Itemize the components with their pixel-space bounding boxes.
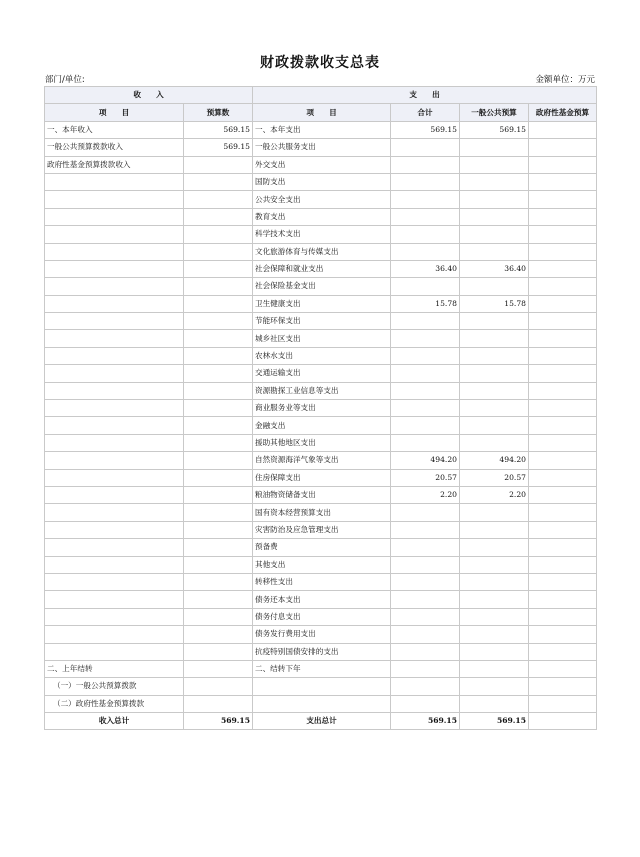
expense-general-cell: [460, 173, 529, 190]
table-row: [45, 573, 597, 590]
income-item-cell: [45, 486, 184, 503]
expense-general-cell: [460, 521, 529, 538]
expense-general-total-value: 569.15: [460, 713, 529, 730]
income-value-cell: [184, 573, 253, 590]
income-item-cell: [45, 573, 184, 590]
expense-fund-cell: [529, 695, 597, 712]
expense-fund-cell: [529, 591, 597, 608]
expense-fund-cell: [529, 452, 597, 469]
income-item-cell: 二、上年结转: [45, 660, 184, 677]
expense-item-cell: 二、结转下年: [253, 660, 391, 677]
expense-total-cell: [391, 243, 460, 260]
amount-unit-label: 金额单位：万元: [535, 75, 595, 85]
expense-general-cell: 36.40: [460, 260, 529, 277]
expense-total-cell: [391, 591, 460, 608]
expense-total-cell: [391, 660, 460, 677]
expense-item-cell: 金融支出: [253, 417, 391, 434]
table-row: [45, 591, 597, 608]
expense-total-cell: [391, 173, 460, 190]
expense-general-cell: [460, 139, 529, 156]
expense-item-cell: 一、本年支出: [253, 121, 391, 138]
table-row: [45, 556, 597, 573]
expense-fund-cell: [529, 295, 597, 312]
expense-item-cell: 债务付息支出: [253, 608, 391, 625]
income-item-cell: [45, 191, 184, 208]
expense-item-cell: 住房保障支出: [253, 469, 391, 486]
expense-total-cell: [391, 330, 460, 347]
expense-item-cell: 预备费: [253, 539, 391, 556]
expense-fund-cell: [529, 347, 597, 364]
income-item-cell: [45, 295, 184, 312]
expense-general-cell: 20.57: [460, 469, 529, 486]
expense-total-cell: [391, 139, 460, 156]
income-item-header: 项 目: [45, 104, 184, 121]
header-row-columns: [45, 104, 597, 121]
expense-item-cell: 援助其他地区支出: [253, 434, 391, 451]
expense-general-cell: [460, 347, 529, 364]
expense-fund-cell: [529, 643, 597, 660]
income-item-cell: [45, 243, 184, 260]
expense-general-cell: [460, 330, 529, 347]
income-section-header: 收 入: [45, 87, 253, 104]
table-row: [45, 191, 597, 208]
income-value-cell: [184, 486, 253, 503]
income-value-cell: [184, 643, 253, 660]
expense-general-cell: [460, 660, 529, 677]
expense-general-cell: [460, 573, 529, 590]
income-item-cell: （二）政府性基金预算拨款: [45, 695, 184, 712]
expense-fund-cell: [529, 243, 597, 260]
table-row: [45, 347, 597, 364]
income-item-cell: [45, 608, 184, 625]
expense-total-cell: 494.20: [391, 452, 460, 469]
expense-general-cell: [460, 208, 529, 225]
table-row: [45, 173, 597, 190]
expense-item-cell: 节能环保支出: [253, 313, 391, 330]
expense-item-cell: 资源勘探工业信息等支出: [253, 382, 391, 399]
table-row: [45, 695, 597, 712]
table-row: [45, 330, 597, 347]
expense-general-header: 一般公共预算: [460, 104, 529, 121]
expense-fund-cell: [529, 260, 597, 277]
table-row: [45, 504, 597, 521]
expense-fund-cell: [529, 521, 597, 538]
expense-general-cell: [460, 643, 529, 660]
expense-total-cell: 15.78: [391, 295, 460, 312]
income-value-cell: [184, 417, 253, 434]
income-item-cell: [45, 208, 184, 225]
income-value-cell: [184, 156, 253, 173]
table-row: [45, 434, 597, 451]
expense-total-cell: 569.15: [391, 121, 460, 138]
income-value-cell: [184, 313, 253, 330]
expense-total-cell: [391, 626, 460, 643]
fiscal-summary-table: [44, 86, 597, 730]
expense-total-cell: [391, 539, 460, 556]
income-value-cell: [184, 591, 253, 608]
income-value-cell: [184, 504, 253, 521]
expense-item-cell: 国有资本经营预算支出: [253, 504, 391, 521]
expense-fund-total-value: [529, 713, 597, 730]
income-item-cell: [45, 626, 184, 643]
expense-total-cell: [391, 643, 460, 660]
expense-item-cell: [253, 695, 391, 712]
expense-total-cell: [391, 556, 460, 573]
income-total-value: 569.15: [184, 713, 253, 730]
expense-item-cell: 转移性支出: [253, 573, 391, 590]
table-row: [45, 260, 597, 277]
expense-item-cell: 国防支出: [253, 173, 391, 190]
expense-general-cell: [460, 243, 529, 260]
expense-item-cell: 灾害防治及应急管理支出: [253, 521, 391, 538]
expense-total-cell: [391, 278, 460, 295]
income-item-cell: [45, 382, 184, 399]
expense-total-cell: [391, 434, 460, 451]
expense-total-cell: [391, 695, 460, 712]
income-item-cell: [45, 330, 184, 347]
table-row: [45, 156, 597, 173]
expense-general-cell: [460, 400, 529, 417]
expense-fund-header: 政府性基金预算: [529, 104, 597, 121]
expense-total-cell: [391, 226, 460, 243]
expense-item-cell: 债务还本支出: [253, 591, 391, 608]
income-item-cell: [45, 226, 184, 243]
expense-item-cell: 社会保险基金支出: [253, 278, 391, 295]
expense-item-cell: 其他支出: [253, 556, 391, 573]
table-row: [45, 660, 597, 677]
expense-fund-cell: [529, 469, 597, 486]
expense-general-cell: 2.20: [460, 486, 529, 503]
income-value-cell: [184, 539, 253, 556]
table-row: [45, 417, 597, 434]
table-row: [45, 539, 597, 556]
income-value-cell: 569.15: [184, 121, 253, 138]
expense-fund-cell: [529, 156, 597, 173]
income-value-cell: [184, 400, 253, 417]
expense-fund-cell: [529, 330, 597, 347]
expense-total-value: 569.15: [391, 713, 460, 730]
expense-general-cell: [460, 417, 529, 434]
department-label: 部门/单位:: [45, 75, 85, 85]
expense-fund-cell: [529, 208, 597, 225]
income-item-cell: [45, 452, 184, 469]
expense-fund-cell: [529, 626, 597, 643]
expense-item-cell: 外交支出: [253, 156, 391, 173]
income-value-cell: [184, 452, 253, 469]
expense-section-header: 支 出: [253, 87, 597, 104]
expense-general-cell: [460, 591, 529, 608]
income-value-cell: [184, 260, 253, 277]
expense-total-cell: [391, 573, 460, 590]
income-total-label: 收入总计: [45, 713, 184, 730]
income-item-cell: [45, 417, 184, 434]
income-value-cell: [184, 382, 253, 399]
expense-fund-cell: [529, 678, 597, 695]
income-item-cell: [45, 504, 184, 521]
expense-general-cell: [460, 695, 529, 712]
expense-item-cell: 债务发行费用支出: [253, 626, 391, 643]
table-row: [45, 382, 597, 399]
expense-total-cell: 2.20: [391, 486, 460, 503]
table-row: [45, 121, 597, 138]
expense-total-cell: [391, 417, 460, 434]
income-value-cell: [184, 678, 253, 695]
expense-fund-cell: [529, 434, 597, 451]
income-value-cell: [184, 330, 253, 347]
income-item-cell: [45, 434, 184, 451]
expense-fund-cell: [529, 313, 597, 330]
expense-item-cell: 社会保障和就业支出: [253, 260, 391, 277]
income-item-cell: [45, 365, 184, 382]
expense-fund-cell: [529, 226, 597, 243]
expense-total-cell: [391, 608, 460, 625]
expense-item-cell: 一般公共服务支出: [253, 139, 391, 156]
income-value-cell: [184, 295, 253, 312]
income-item-cell: [45, 313, 184, 330]
expense-general-cell: [460, 365, 529, 382]
expense-general-cell: [460, 156, 529, 173]
income-item-cell: [45, 521, 184, 538]
expense-total-label: 支出总计: [253, 713, 391, 730]
expense-general-cell: [460, 191, 529, 208]
expense-fund-cell: [529, 365, 597, 382]
expense-total-cell: 36.40: [391, 260, 460, 277]
expense-fund-cell: [529, 573, 597, 590]
expense-total-cell: [391, 208, 460, 225]
income-value-cell: [184, 434, 253, 451]
expense-general-cell: [460, 539, 529, 556]
income-item-cell: （一）一般公共预算拨款: [45, 678, 184, 695]
income-budget-header: 预算数: [184, 104, 253, 121]
expense-general-cell: [460, 678, 529, 695]
expense-item-cell: 科学技术支出: [253, 226, 391, 243]
income-item-cell: [45, 400, 184, 417]
expense-fund-cell: [529, 139, 597, 156]
expense-general-cell: [460, 556, 529, 573]
expense-general-cell: [460, 504, 529, 521]
expense-general-cell: 494.20: [460, 452, 529, 469]
expense-fund-cell: [529, 400, 597, 417]
income-item-cell: [45, 469, 184, 486]
table-row: [45, 608, 597, 625]
expense-general-cell: [460, 226, 529, 243]
expense-general-cell: 15.78: [460, 295, 529, 312]
expense-item-cell: 自然资源海洋气象等支出: [253, 452, 391, 469]
expense-fund-cell: [529, 539, 597, 556]
expense-item-cell: 教育支出: [253, 208, 391, 225]
expense-fund-cell: [529, 417, 597, 434]
table-row: [45, 643, 597, 660]
income-item-cell: [45, 173, 184, 190]
expense-total-cell: [391, 156, 460, 173]
table-row: [45, 521, 597, 538]
expense-fund-cell: [529, 504, 597, 521]
table-row: [45, 278, 597, 295]
income-item-cell: [45, 643, 184, 660]
income-value-cell: [184, 278, 253, 295]
expense-fund-cell: [529, 556, 597, 573]
table-row: [45, 469, 597, 486]
expense-item-cell: 城乡社区支出: [253, 330, 391, 347]
expense-item-cell: [253, 678, 391, 695]
income-value-cell: [184, 208, 253, 225]
expense-item-cell: 粮油物资储备支出: [253, 486, 391, 503]
expense-fund-cell: [529, 660, 597, 677]
expense-total-cell: [391, 504, 460, 521]
expense-general-cell: [460, 382, 529, 399]
expense-total-cell: [391, 365, 460, 382]
table-row: [45, 226, 597, 243]
income-item-cell: [45, 556, 184, 573]
income-value-cell: [184, 626, 253, 643]
income-value-cell: [184, 608, 253, 625]
expense-fund-cell: [529, 121, 597, 138]
expense-item-cell: 农林水支出: [253, 347, 391, 364]
expense-total-cell: [391, 382, 460, 399]
table-row: [45, 365, 597, 382]
expense-fund-cell: [529, 608, 597, 625]
income-value-cell: [184, 695, 253, 712]
table-row: [45, 295, 597, 312]
table-row: [45, 313, 597, 330]
expense-general-cell: [460, 608, 529, 625]
expense-fund-cell: [529, 382, 597, 399]
income-item-cell: 政府性基金预算拨款收入: [45, 156, 184, 173]
expense-item-cell: 公共安全支出: [253, 191, 391, 208]
expense-item-header: 项 目: [253, 104, 391, 121]
table-row: [45, 243, 597, 260]
expense-total-cell: 20.57: [391, 469, 460, 486]
expense-total-cell: [391, 191, 460, 208]
expense-fund-cell: [529, 173, 597, 190]
income-value-cell: 569.15: [184, 139, 253, 156]
totals-row: [45, 713, 597, 730]
table-row: [45, 400, 597, 417]
table-row: [45, 486, 597, 503]
table-row: [45, 452, 597, 469]
expense-fund-cell: [529, 191, 597, 208]
income-value-cell: [184, 556, 253, 573]
expense-item-cell: 文化旅游体育与传媒支出: [253, 243, 391, 260]
income-value-cell: [184, 191, 253, 208]
header-row-sections: [45, 87, 597, 104]
report-title: 财政拨款收支总表: [260, 55, 380, 71]
income-value-cell: [184, 365, 253, 382]
income-item-cell: 一、本年收入: [45, 121, 184, 138]
expense-fund-cell: [529, 486, 597, 503]
expense-total-cell: [391, 678, 460, 695]
expense-total-cell: [391, 313, 460, 330]
income-item-cell: 一般公共预算拨款收入: [45, 139, 184, 156]
income-value-cell: [184, 347, 253, 364]
table-row: [45, 678, 597, 695]
income-item-cell: [45, 347, 184, 364]
expense-total-cell: [391, 400, 460, 417]
income-value-cell: [184, 226, 253, 243]
table-row: [45, 139, 597, 156]
income-value-cell: [184, 660, 253, 677]
expense-general-cell: [460, 313, 529, 330]
income-item-cell: [45, 539, 184, 556]
income-value-cell: [184, 243, 253, 260]
income-value-cell: [184, 469, 253, 486]
expense-item-cell: 商业服务业等支出: [253, 400, 391, 417]
table-row: [45, 208, 597, 225]
expense-item-cell: 卫生健康支出: [253, 295, 391, 312]
expense-item-cell: 抗疫特别国债安排的支出: [253, 643, 391, 660]
expense-general-cell: [460, 278, 529, 295]
income-item-cell: [45, 591, 184, 608]
expense-general-cell: 569.15: [460, 121, 529, 138]
expense-general-cell: [460, 434, 529, 451]
expense-total-cell: [391, 521, 460, 538]
income-item-cell: [45, 260, 184, 277]
income-value-cell: [184, 521, 253, 538]
expense-total-header: 合计: [391, 104, 460, 121]
expense-total-cell: [391, 347, 460, 364]
income-item-cell: [45, 278, 184, 295]
income-value-cell: [184, 173, 253, 190]
table-row: [45, 626, 597, 643]
expense-fund-cell: [529, 278, 597, 295]
expense-general-cell: [460, 626, 529, 643]
expense-item-cell: 交通运输支出: [253, 365, 391, 382]
